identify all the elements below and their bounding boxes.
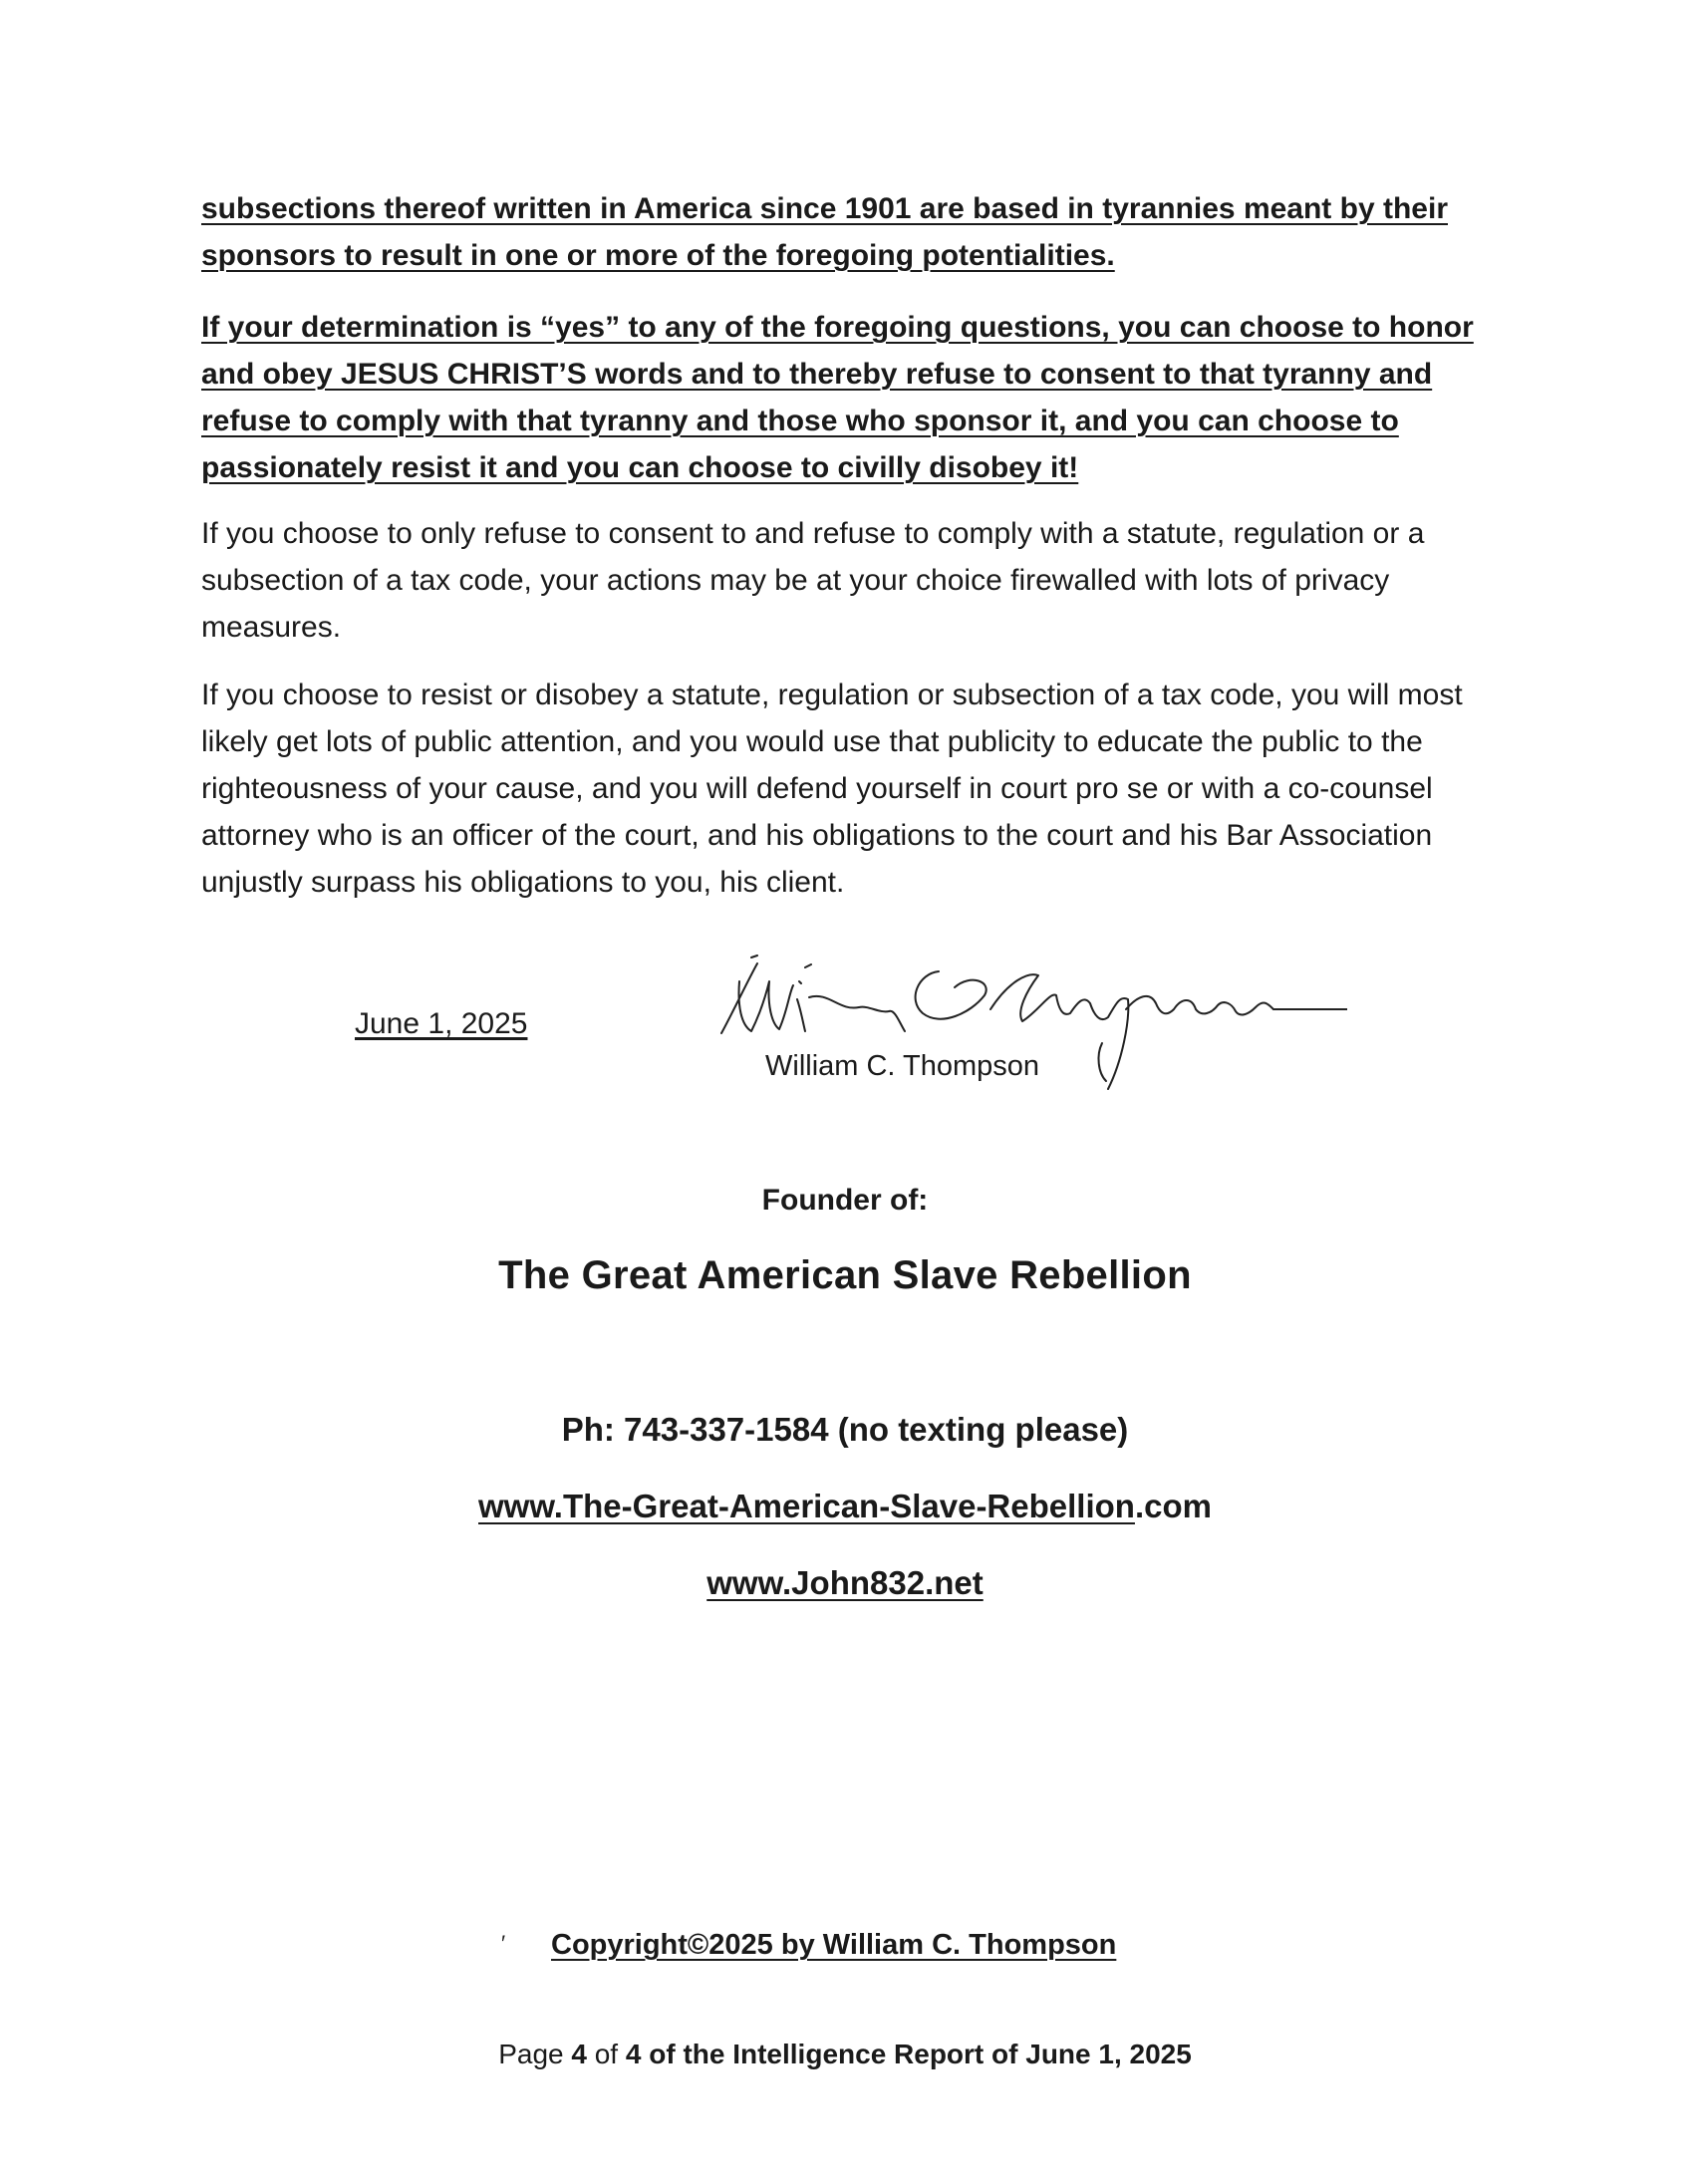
footer-suffix: of the Intelligence Report of June 1, 2025 <box>641 2039 1192 2069</box>
website-2 <box>0 1564 1690 1602</box>
website-1-link[interactable]: www.The-Great-American-Slave-Rebellion <box>478 1488 1135 1524</box>
signature-date: June 1, 2025 <box>355 1007 528 1040</box>
signer-name: William C. Thompson <box>765 1050 1040 1082</box>
footer-prefix: Page <box>498 2039 572 2069</box>
founder-label: Founder of: <box>761 1184 929 1217</box>
paragraph-3: If you choose to only refuse to consent to and refuse to comply with a statute, regulation or a subsection of a tax code, your actions may be at your choice firewalled with lots of privacy measures. <box>201 517 1425 644</box>
paragraph-4: If you choose to resist or disobey a statute, regulation or subsection of a tax code, you will most likely get lots of public attention, and you would use that publicity to educate the public to the righteousness of your cause, and you will defend yourself in court pro se or with a co-counsel attorney who is an officer of the court, and his obligations to the court and his Bar Association unjustly surpass his obligations to you, his client. <box>201 679 1463 899</box>
paragraph-1: subsections thereof written in America since 1901 are based in tyrannies meant by their sponsors to result in one or more of the foregoing potentialities. <box>201 192 1448 272</box>
stray-mark: ′ <box>501 1931 506 1956</box>
paragraph-2: If your determination is “yes” to any of the foregoing questions, you can choose to honor and obey JESUS CHRIST’S words and to thereby refuse to consent to that tyranny and refuse to comply with that tyranny and those who sponsor it, and you can choose to passionately resist it and you can choose to civilly disobey it! <box>201 311 1474 484</box>
website-1-suffix: .com <box>1134 1488 1212 1524</box>
website-1 <box>0 1488 1690 1525</box>
signature-block <box>709 952 1347 1101</box>
phone-number: Ph: 743-337-1584 (no texting please) <box>561 1411 1129 1448</box>
footer-page-total: 4 <box>625 2039 642 2069</box>
website-2-link[interactable]: www.John832.net <box>706 1564 984 1601</box>
footer-of: of <box>586 2039 626 2069</box>
copyright-notice: Copyright©2025 by William C. Thompson <box>551 1929 1117 1961</box>
footer-page-current: 4 <box>571 2039 587 2069</box>
page-footer <box>0 2039 1690 2070</box>
organization-name: The Great American Slave Rebellion <box>498 1253 1192 1297</box>
